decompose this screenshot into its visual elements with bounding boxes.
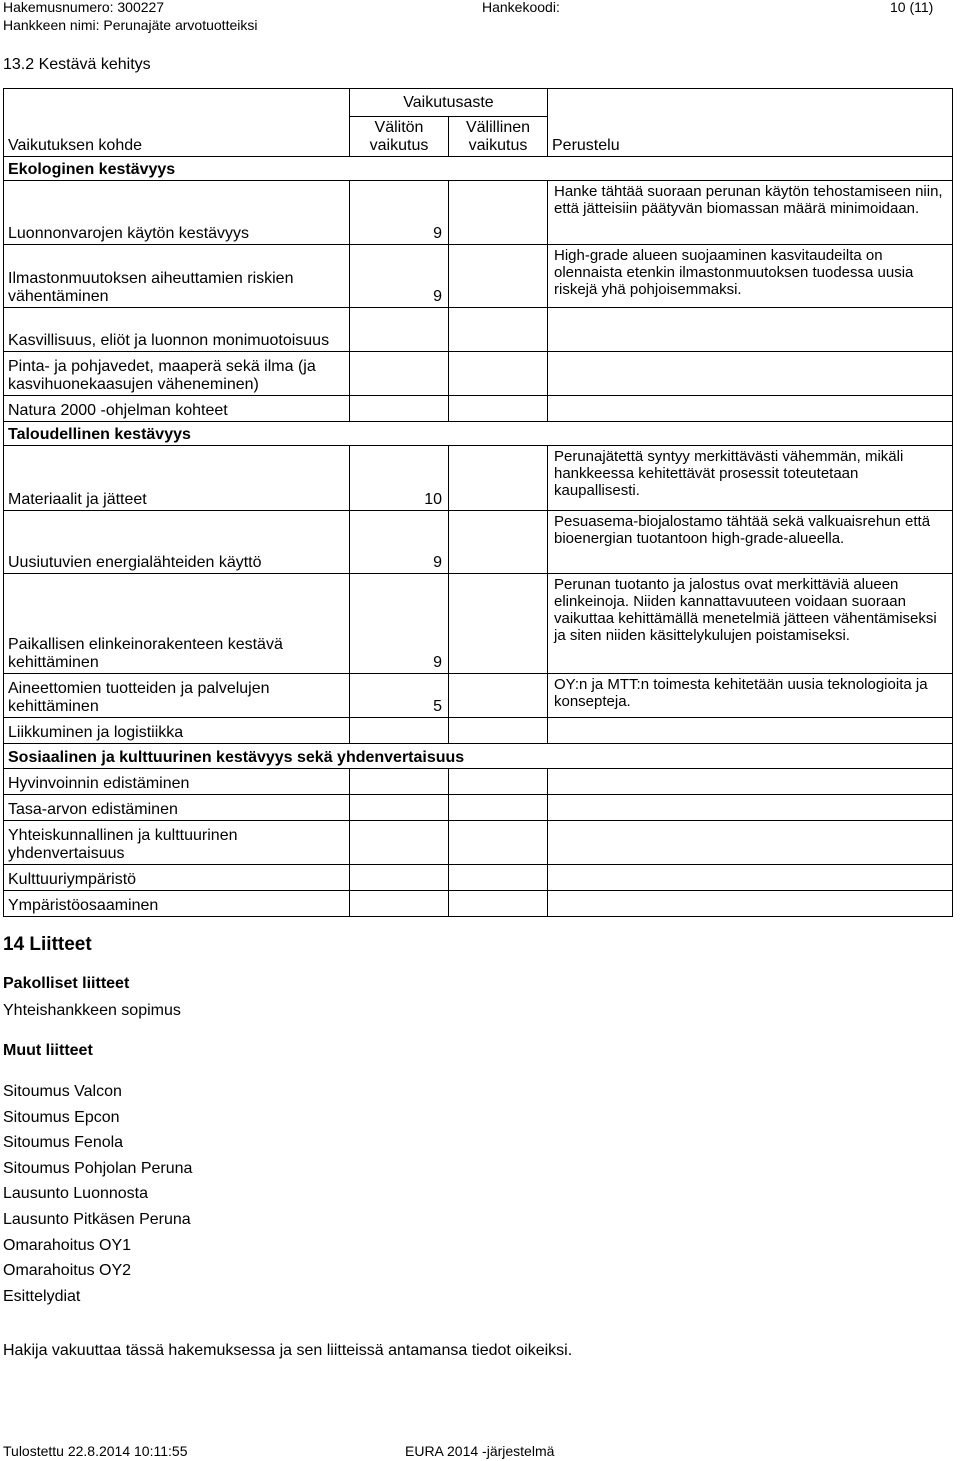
row-indirect (449, 821, 548, 865)
row-justification: Perunan tuotanto ja jalostus ovat merkittäviä alueen elinkeinoja. Niiden kannattavuuteen voidaan suoraan vaikuttaa kehittämällä menetelmiä jätteen vähentämiseksi ja siten niiden käsittelykulujen poistamiseksi. (548, 574, 953, 674)
section-social: Sosiaalinen ja kulttuurinen kestävyys sekä yhdenvertaisuus (4, 744, 953, 769)
row-justification: Perunajätettä syntyy merkittävästi vähemmän, mikäli hankkeessa kehitettävät prosessit toteutetaan kaupallisesti. (548, 446, 953, 511)
mandatory-attachment-item: Yhteishankkeen sopimus (3, 1002, 181, 1019)
table-row (4, 718, 953, 744)
row-indirect (449, 718, 548, 744)
row-direct: 9 (350, 181, 449, 245)
attachment-item: Lausunto Pitkäsen Peruna (3, 1210, 191, 1228)
footer-printed: Tulostettu 22.8.2014 10:11:55 (3, 1443, 188, 1459)
row-indirect (449, 245, 548, 308)
row-subject: Kulttuuriympäristö (4, 865, 350, 891)
col-justification-header: Perustelu (548, 89, 953, 157)
other-attachments-title: Muut liitteet (3, 1042, 93, 1059)
attachment-item: Sitoumus Pohjolan Peruna (3, 1159, 193, 1177)
col-direct-header: Välitön vaikutus (350, 117, 449, 157)
mandatory-attachments-title: Pakolliset liitteet (3, 975, 130, 992)
row-subject: Natura 2000 -ohjelman kohteet (4, 396, 350, 422)
table-row (4, 891, 953, 917)
row-justification: Hanke tähtää suoraan perunan käytön tehostamiseen niin, että jätteisiin päätyvän biomassan määrä minimoidaan. (548, 181, 953, 245)
row-justification (548, 891, 953, 917)
table-row (4, 352, 953, 396)
attachments-title: 14 Liitteet (3, 934, 92, 955)
row-subject: Liikkuminen ja logistiikka (4, 718, 350, 744)
table-row (4, 795, 953, 821)
project-code-label: Hankekoodi: (482, 0, 560, 15)
table-row (4, 308, 953, 352)
row-indirect (449, 891, 548, 917)
row-subject: Paikallisen elinkeinorakenteen kestävä kehittäminen (4, 574, 350, 674)
row-indirect (449, 352, 548, 396)
row-indirect (449, 769, 548, 795)
attachment-item: Sitoumus Fenola (3, 1134, 124, 1152)
row-justification: OY:n ja MTT:n toimesta kehitetään uusia teknologioita ja konsepteja. (548, 674, 953, 718)
row-indirect (449, 674, 548, 718)
other-attachments-list (3, 1079, 192, 1309)
row-direct: 9 (350, 574, 449, 674)
row-subject: Kasvillisuus, eliöt ja luonnon monimuotoisuus (4, 308, 350, 352)
row-justification: High-grade alueen suojaaminen kasvitaudeilta on olennaista etenkin ilmastonmuutoksen tuodessa uusia riskejä yhä pohjoisemmaksi. (548, 245, 953, 308)
table-row (4, 769, 953, 795)
footer-system: EURA 2014 -järjestelmä (405, 1443, 555, 1459)
row-direct (350, 308, 449, 352)
row-indirect (449, 308, 548, 352)
row-direct (350, 865, 449, 891)
row-indirect (449, 181, 548, 245)
row-subject: Pinta- ja pohjavedet, maaperä sekä ilma (ja kasvihuonekaasujen väheneminen) (4, 352, 350, 396)
row-direct (350, 352, 449, 396)
table-row (4, 674, 953, 718)
row-direct (350, 795, 449, 821)
row-indirect (449, 511, 548, 574)
row-subject: Uusiutuvien energialähteiden käyttö (4, 511, 350, 574)
project-name: Hankkeen nimi: Perunajäte arvotuotteiksi (3, 17, 258, 33)
row-direct (350, 891, 449, 917)
row-direct: 10 (350, 446, 449, 511)
impact-table (3, 88, 953, 917)
row-subject: Tasa-arvon edistäminen (4, 795, 350, 821)
row-justification (548, 352, 953, 396)
row-justification (548, 396, 953, 422)
row-justification (548, 308, 953, 352)
row-indirect (449, 396, 548, 422)
row-justification (548, 718, 953, 744)
attachment-item: Lausunto Luonnosta (3, 1185, 149, 1203)
table-row (4, 446, 953, 511)
page-number: 10 (11) (890, 0, 934, 15)
table-row (4, 245, 953, 308)
row-direct: 9 (350, 511, 449, 574)
section-ecological: Ekologinen kestävyys (4, 157, 953, 181)
row-indirect (449, 795, 548, 821)
col-indirect-header: Välillinen vaikutus (449, 117, 548, 157)
col-group-header: Vaikutusaste (350, 89, 548, 117)
table-row (4, 181, 953, 245)
row-subject: Hyvinvoinnin edistäminen (4, 769, 350, 795)
declaration: Hakija vakuuttaa tässä hakemuksessa ja sen liitteissä antamansa tiedot oikeiksi. (3, 1342, 573, 1359)
row-direct (350, 769, 449, 795)
row-direct (350, 821, 449, 865)
section-title: 13.2 Kestävä kehitys (3, 56, 151, 73)
table-row (4, 821, 953, 865)
row-direct (350, 718, 449, 744)
row-indirect (449, 446, 548, 511)
section-economic: Taloudellinen kestävyys (4, 422, 953, 446)
attachment-item: Omarahoitus OY1 (3, 1236, 132, 1254)
row-subject: Ilmastonmuutoksen aiheuttamien riskien vähentäminen (4, 245, 350, 308)
row-subject: Materiaalit ja jätteet (4, 446, 350, 511)
row-justification (548, 769, 953, 795)
attachment-item: Sitoumus Valcon (3, 1083, 122, 1100)
row-direct: 5 (350, 674, 449, 718)
attachment-item: Sitoumus Epcon (3, 1108, 120, 1126)
row-justification (548, 865, 953, 891)
row-indirect (449, 865, 548, 891)
row-justification (548, 795, 953, 821)
row-justification: Pesuasema-biojalostamo tähtää sekä valkuaisrehun että bioenergian tuotantoon high-grade-alueella. (548, 511, 953, 574)
application-number: Hakemusnumero: 300227 (3, 0, 165, 15)
row-indirect (449, 574, 548, 674)
row-subject: Aineettomien tuotteiden ja palvelujen kehittäminen (4, 674, 350, 718)
table-row (4, 574, 953, 674)
row-subject: Yhteiskunnallinen ja kulttuurinen yhdenvertaisuus (4, 821, 350, 865)
table-row (4, 511, 953, 574)
col-subject-header: Vaikutuksen kohde (4, 89, 350, 157)
row-subject: Ympäristöosaaminen (4, 891, 350, 917)
row-justification (548, 821, 953, 865)
row-subject: Luonnonvarojen käytön kestävyys (4, 181, 350, 245)
attachment-item: Esittelydiat (3, 1287, 81, 1305)
table-row (4, 396, 953, 422)
table-row (4, 865, 953, 891)
row-direct: 9 (350, 245, 449, 308)
row-direct (350, 396, 449, 422)
attachment-item: Omarahoitus OY2 (3, 1262, 132, 1280)
